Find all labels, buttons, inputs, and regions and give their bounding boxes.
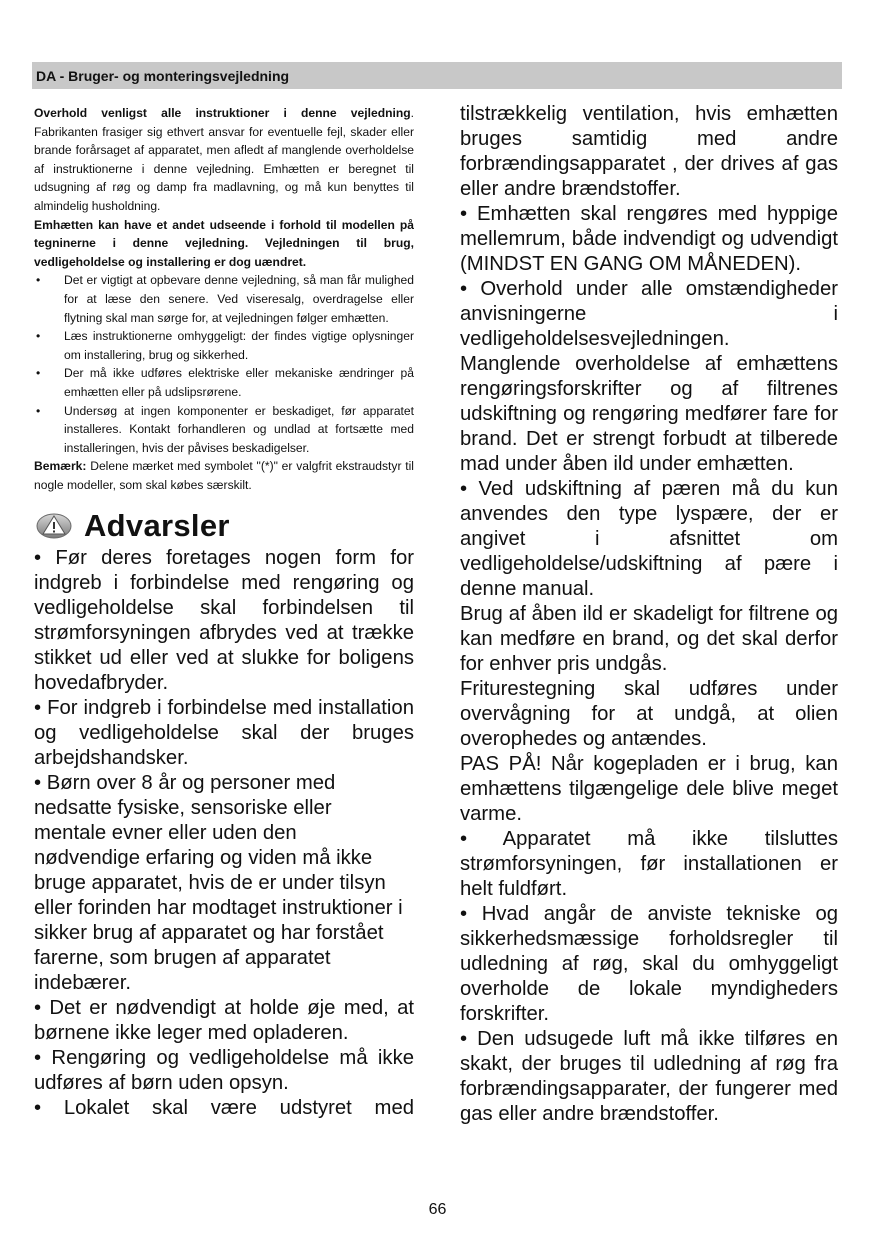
page-number: 66 [428, 1201, 447, 1218]
warning-paragraph: • Emhætten skal rengøres med hyppige mellemrum, både indvendigt og udvendigt (MINDST EN GANG OM MÅNEDEN). [460, 203, 838, 275]
warning-paragraph: • Før deres foretages nogen form for indgreb i forbindelse med rengøring og vedligeholdelse skal forbindelsen til strømforsyningen afbrydes ved at trække stikket ud eller ved at slukke for boligens hovedafbryder. [34, 547, 414, 695]
remark-text: Delene mærket med symbolet "(*)" er valgfrit ekstraudstyr til nogle modeller, som skal købes særskilt. [34, 459, 414, 492]
warning-paragraph: PAS PÅ! Når kogepladen er i brug, kan emhættens tilgængelige dele blive meget varme. [460, 753, 838, 825]
warning-paragraph: • Lokalet skal være udstyret med [34, 1097, 414, 1120]
warning-paragraph: • Overhold under alle omstændigheder anvisningerne i vedligeholdelsesvejledningen. [460, 278, 838, 350]
warning-paragraph: Friturestegning skal udføres under overvågning for at undgå, at olien overophedes og antændes. [460, 678, 838, 750]
warning-paragraph: • Rengøring og vedligeholdelse må ikke udføres af børn uden opsyn. [34, 1047, 414, 1095]
warning-paragraph: • For indgreb i forbindelse med installation og vedligeholdelse skal der bruges arbejdshandsker. [34, 697, 414, 770]
right-column [460, 102, 838, 1127]
children-warning: • Børn over 8 år og personer med nedsatte fysiske, sensoriske eller mentale evner eller uden den nødvendige erfaring og viden må ikke bruge apparatet, hvis de er under tilsyn eller forinden har modtaget instruktioner i sikker brug af apparatet og har forstået farerne, som brugen af apparatet indebærer. [34, 772, 403, 995]
list-item: • Undersøg at ingen komponenter er beskadiget, før apparatet installeres. Kontakt forhandleren og undlad at fortsætte med installeringen, hvis der påvises beskadigelser. [36, 403, 414, 455]
warning-paragraph: Brug af åben ild er skadeligt for filtrene og kan medføre en brand, og det skal derfor for enhver pris undgås. [460, 603, 838, 675]
section-header-title: DA - Bruger- og monteringsvejledning [36, 68, 290, 84]
list-item: • Der må ikke udføres elektriske eller mekaniske ændringer på emhætten eller på udslipsrørene. [36, 366, 414, 399]
appearance-note [34, 216, 414, 272]
intro-text: . Fabrikanten frasiger sig ethvert ansvar for eventuelle fejl, skader eller brande forårsaget af apparatet, men afledt af manglende overholdelse af instruktionerne i denne vejledning. Emhætten er beregnet til udsugning af røg og damp fra madlavning, og må kun benyttes til almindelig husholdning. [34, 106, 414, 213]
warning-paragraph: • Den udsugede luft må ikke tilføres en skakt, der bruges til udledning af røg fra forbrændingsapparater, der fungerer med gas eller andre brændstoffer. [460, 1028, 838, 1125]
warning-icon [36, 513, 72, 539]
warning-paragraph: Manglende overholdelse af emhættens rengøringsforskrifter og af filtrenes udskiftning og rengøring medfører fare for brand. Det er strengt forbudt at tilberede mad under åben ild under emhætten. [460, 353, 838, 475]
list-item: • Det er vigtigt at opbevare denne vejledning, så man får mulighed for at læse den senere. Ved viseresalg, overdragelse eller flytning skal man sørge for, at vejledningen følger emhætten. [36, 273, 414, 325]
section-header [32, 62, 842, 89]
left-column [34, 104, 414, 1121]
warning-paragraph: • Det er nødvendigt at holde øje med, at børnene ikke leger med opladeren. [34, 997, 414, 1045]
instruction-list [34, 271, 414, 457]
warning-paragraph: • Hvad angår de anviste tekniske og sikkerhedsmæssige forholdsregler til udledning af røg, skal du omhyggeligt overholde de lokale myndigheders forskrifter. [460, 903, 838, 1025]
remark-label: Bemærk: [34, 459, 87, 474]
warning-paragraph: tilstrækkelig ventilation, hvis emhætten bruges samtidig med andre forbrændingsapparatet , der drives af gas eller andre brændstoffer. [460, 103, 838, 200]
warning-paragraph: • Ved udskiftning af pæren må du kun anvendes den type lyspære, der er angivet i afsnittet om vedligeholdelse/udskiftning af pære i denne manual. [460, 478, 838, 600]
warnings-heading [34, 506, 414, 546]
intro-paragraph [34, 104, 414, 216]
intro-bold: Overhold venligst alle instruktioner i denne vejledning [34, 106, 411, 120]
warnings-title: Advarsler [84, 508, 230, 544]
list-item: • Læs instruktionerne omhyggeligt: der findes vigtige oplysninger om installering, brug og sikkerhed. [36, 329, 414, 362]
remark [34, 457, 414, 494]
appearance-note-text: Emhætten kan have et andet udseende i forhold til modellen på tegninerne i denne vejledning. Vejledningen til brug, vedligeholdelse og installering er dog uændret. [34, 217, 414, 269]
warning-paragraph: • Apparatet må ikke tilsluttes strømforsyningen, før installationen er helt fuldført. [460, 828, 838, 900]
